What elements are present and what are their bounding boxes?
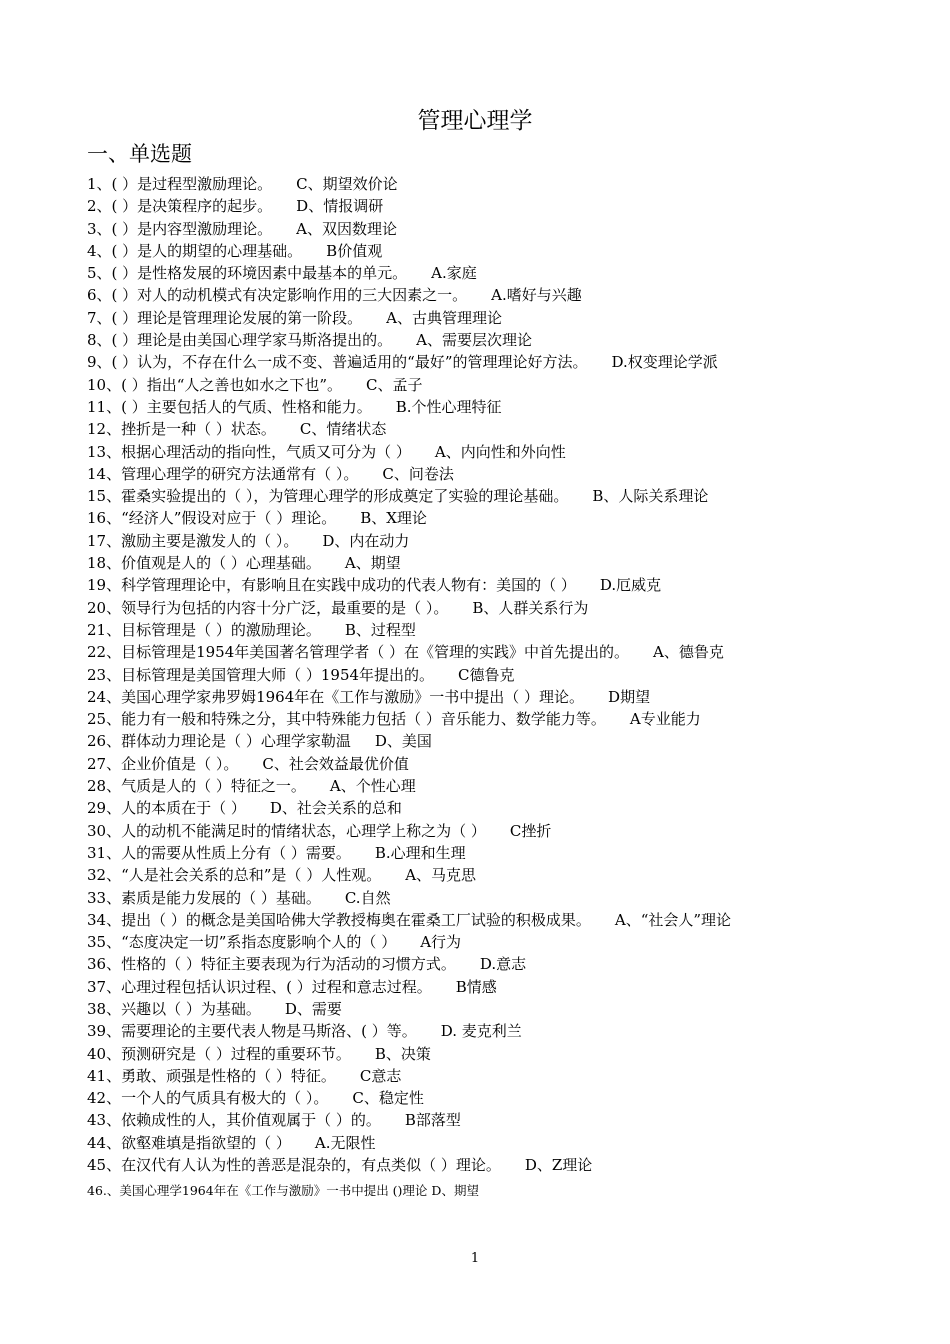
question-answer: D、美国	[374, 732, 432, 751]
question-answer: D、期望	[431, 1183, 479, 1199]
question-answer: C德鲁克	[458, 665, 515, 684]
question-answer: C意志	[359, 1066, 402, 1085]
question-answer: A行为	[420, 933, 462, 952]
question-text: 28、气质是人的（ ）特征之一。	[87, 777, 306, 796]
section-heading: 一、单选题	[87, 142, 192, 166]
question-item	[87, 240, 887, 262]
page-number: 1	[470, 1251, 480, 1266]
question-answer: D.厄威克	[599, 576, 662, 595]
question-item	[87, 887, 887, 909]
question-answer: D、Z理论	[524, 1156, 593, 1175]
question-item	[87, 775, 887, 797]
question-text: 5、( ）是性格发展的环境因素中最基本的单元。	[87, 264, 408, 283]
question-item	[87, 1176, 887, 1206]
question-answer: D、内在动力	[322, 531, 410, 550]
question-text: 40、预测研究是（ ）过程的重要环节。	[87, 1044, 351, 1063]
question-item	[87, 485, 887, 507]
question-text: 38、兴趣以（ ）为基础。	[87, 999, 261, 1018]
question-item	[87, 284, 887, 306]
question-answer: C挫折	[509, 821, 552, 840]
question-answer: D. 麦克利兰	[440, 1022, 522, 1041]
question-text: 3、( ）是内容型激励理论。	[87, 219, 273, 238]
question-item	[87, 463, 887, 485]
question-item	[87, 530, 887, 552]
question-text: 21、目标管理是（ ）的激励理论。	[87, 620, 321, 639]
question-text: 29、人的本质在于（ ）	[87, 799, 246, 818]
question-item	[87, 998, 887, 1020]
question-item	[87, 686, 887, 708]
page-title: 管理心理学	[417, 108, 533, 134]
question-text: 1、( ）是过程型激励理论。	[87, 175, 273, 193]
question-item	[87, 574, 887, 596]
question-text: 42、一个人的气质具有极大的（ ）。	[87, 1089, 329, 1108]
question-answer: A、双因数理论	[296, 219, 398, 238]
question-answer: B、决策	[374, 1044, 431, 1063]
question-text: 13、根据心理活动的指向性，气质又可分为（ ）	[87, 442, 411, 461]
question-answer: A、期望	[344, 554, 401, 573]
question-text: 6、( ）对人的动机模式有决定影响作用的三大因素之一。	[87, 286, 468, 305]
question-item	[87, 842, 887, 864]
question-item	[87, 931, 887, 953]
question-item	[87, 1065, 887, 1087]
question-item	[87, 664, 887, 686]
question-item	[87, 552, 887, 574]
question-answer: A.嗜好与兴趣	[491, 286, 582, 305]
question-answer: B.心理和生理	[374, 843, 466, 862]
question-answer: A、内向性和外向性	[434, 442, 566, 461]
question-answer: A、需要层次理论	[416, 331, 533, 350]
question-item	[87, 329, 887, 351]
question-answer: D、需要	[284, 999, 342, 1018]
question-text: 7、( ）理论是管理理论发展的第一阶段。	[87, 308, 363, 327]
question-item	[87, 1109, 887, 1131]
question-text: 32、“人是社会关系的总和”是（ ）人性观。	[87, 866, 382, 885]
question-item	[87, 441, 887, 463]
question-text: 37、心理过程包括认识过程、( ）过程和意志过程。	[87, 977, 432, 996]
question-text: 30、人的动机不能满足时的情绪状态，心理学上称之为（ ）	[87, 821, 486, 840]
question-answer: A.家庭	[431, 264, 477, 283]
question-answer: B、过程型	[344, 620, 416, 639]
question-answer: D.意志	[479, 955, 527, 974]
question-item	[87, 507, 887, 529]
question-item	[87, 708, 887, 730]
question-text: 16、“经济人”假设对应于（ ）理论。	[87, 509, 337, 528]
question-text: 33、素质是能力发展的（ ）基础。	[87, 888, 321, 907]
question-text: 10、( ）指出“人之善也如水之下也”。	[87, 375, 343, 394]
question-answer: C、孟子	[366, 375, 423, 394]
question-item	[87, 1020, 887, 1042]
question-list	[87, 173, 887, 1206]
question-item	[87, 976, 887, 998]
question-item	[87, 173, 887, 195]
question-item	[87, 820, 887, 842]
question-answer: A、个性心理	[329, 777, 416, 796]
question-answer: B.个性心理特征	[395, 397, 502, 416]
question-answer: A、古典管理理论	[386, 308, 503, 327]
question-text: 34、提出（ ）的概念是美国哈佛大学教授梅奥在霍桑工厂试验的积极成果。	[87, 910, 591, 929]
question-item	[87, 597, 887, 619]
question-item	[87, 218, 887, 240]
question-text: 9、( ）认为，不存在什么一成不变、普遍适用的“最好”的管理理论好方法。	[87, 353, 588, 372]
question-text: 24、美国心理学家弗罗姆1964年在《工作与激励》一书中提出（ ）理论。	[87, 687, 585, 706]
question-item	[87, 418, 887, 440]
question-item	[87, 864, 887, 886]
question-answer: C.自然	[344, 888, 391, 907]
question-answer: B部落型	[404, 1111, 461, 1130]
question-item	[87, 953, 887, 975]
question-text: 14、管理心理学的研究方法通常有（ ）。	[87, 464, 359, 483]
question-answer: A、“社会人”理论	[614, 910, 732, 929]
question-text: 41、勇敢、顽强是性格的（ ）特征。	[87, 1066, 336, 1085]
question-text: 23、目标管理是美国管理大师（ ）1954年提出的。	[87, 665, 435, 684]
question-answer: C、稳定性	[352, 1089, 424, 1108]
question-text: 8、( ）理论是由美国心理学家马斯洛提出的。	[87, 331, 393, 350]
question-answer: B、人群关系行为	[472, 598, 589, 617]
question-item	[87, 1043, 887, 1065]
question-text: 19、科学管理理论中，有影响且在实践中成功的代表人物有：美国的（ ）	[87, 576, 576, 595]
question-text: 15、霍桑实验提出的（ ），为管理心理学的形成奠定了实验的理论基础。	[87, 487, 569, 506]
question-answer: B情感	[455, 977, 497, 996]
question-item	[87, 351, 887, 373]
question-answer: A、马克思	[405, 866, 477, 885]
question-text: 27、企业价值是（ ）。	[87, 754, 239, 773]
question-text: 17、激励主要是激发人的（ ）。	[87, 531, 299, 550]
question-item	[87, 396, 887, 418]
question-text: 20、领导行为包括的内容十分广泛，最重要的是（ ）。	[87, 598, 449, 617]
question-text: 25、能力有一般和特殊之分，其中特殊能力包括（ ）音乐能力、数学能力等。	[87, 710, 606, 729]
question-text: 26、群体动力理论是（ ）心理学家勒温	[87, 732, 351, 751]
question-text: 35、“态度决定一切”系指态度影响个人的（ ）	[87, 933, 397, 952]
question-item	[87, 641, 887, 663]
question-text: 11、( ）主要包括人的气质、性格和能力。	[87, 397, 372, 416]
question-text: 22、目标管理是1954年美国著名管理学者（ ）在《管理的实践》中首先提出的。	[87, 643, 630, 662]
question-answer: D、情报调研	[296, 197, 384, 216]
question-text: 39、需要理论的主要代表人物是马斯洛、( ）等。	[87, 1022, 417, 1041]
question-answer: C、问卷法	[382, 464, 454, 483]
question-answer: C、情绪状态	[299, 420, 387, 439]
question-text: 36、性格的（ ）特征主要表现为行为活动的习惯方式。	[87, 955, 456, 974]
question-item	[87, 753, 887, 775]
question-item	[87, 1087, 887, 1109]
question-item	[87, 619, 887, 641]
question-answer: A.无限性	[314, 1133, 376, 1152]
question-answer: A专业能力	[629, 710, 701, 729]
question-item	[87, 1154, 887, 1176]
question-text: 44、欲壑难填是指欲望的（ ）	[87, 1133, 291, 1152]
question-answer: C、期望效价论	[296, 175, 398, 193]
question-text: 45、在汉代有人认为性的善恶是混杂的，有点类似（ ）理论。	[87, 1156, 501, 1175]
question-item	[87, 195, 887, 217]
question-text: 12、挫折是一种（ ）状态。	[87, 420, 276, 439]
question-text: 18、价值观是人的（ ）心理基础。	[87, 554, 321, 573]
question-item	[87, 1132, 887, 1154]
question-answer: D.权变理论学派	[611, 353, 718, 372]
question-item	[87, 307, 887, 329]
question-item	[87, 797, 887, 819]
question-item	[87, 374, 887, 396]
question-answer: D期望	[608, 687, 651, 706]
question-item	[87, 909, 887, 931]
question-answer: B价值观	[326, 241, 383, 260]
question-answer: B、X理论	[360, 509, 427, 528]
question-answer: B、人际关系理论	[592, 487, 709, 506]
question-text: 4、( ）是人的期望的心理基础。	[87, 241, 303, 260]
question-item	[87, 730, 887, 752]
question-answer: A、德鲁克	[653, 643, 724, 662]
question-answer: C、社会效益最优价值	[262, 754, 409, 773]
question-text: 46.、美国心理学1964年在《工作与激励》一书中提出 ()理论	[87, 1183, 428, 1199]
question-text: 31、人的需要从性质上分有（ ）需要。	[87, 843, 351, 862]
question-text: 2、( ）是决策程序的起步。	[87, 197, 273, 216]
question-answer: D、社会关系的总和	[269, 799, 402, 818]
question-item	[87, 262, 887, 284]
question-text: 43、依赖成性的人，其价值观属于（ ）的。	[87, 1111, 381, 1130]
